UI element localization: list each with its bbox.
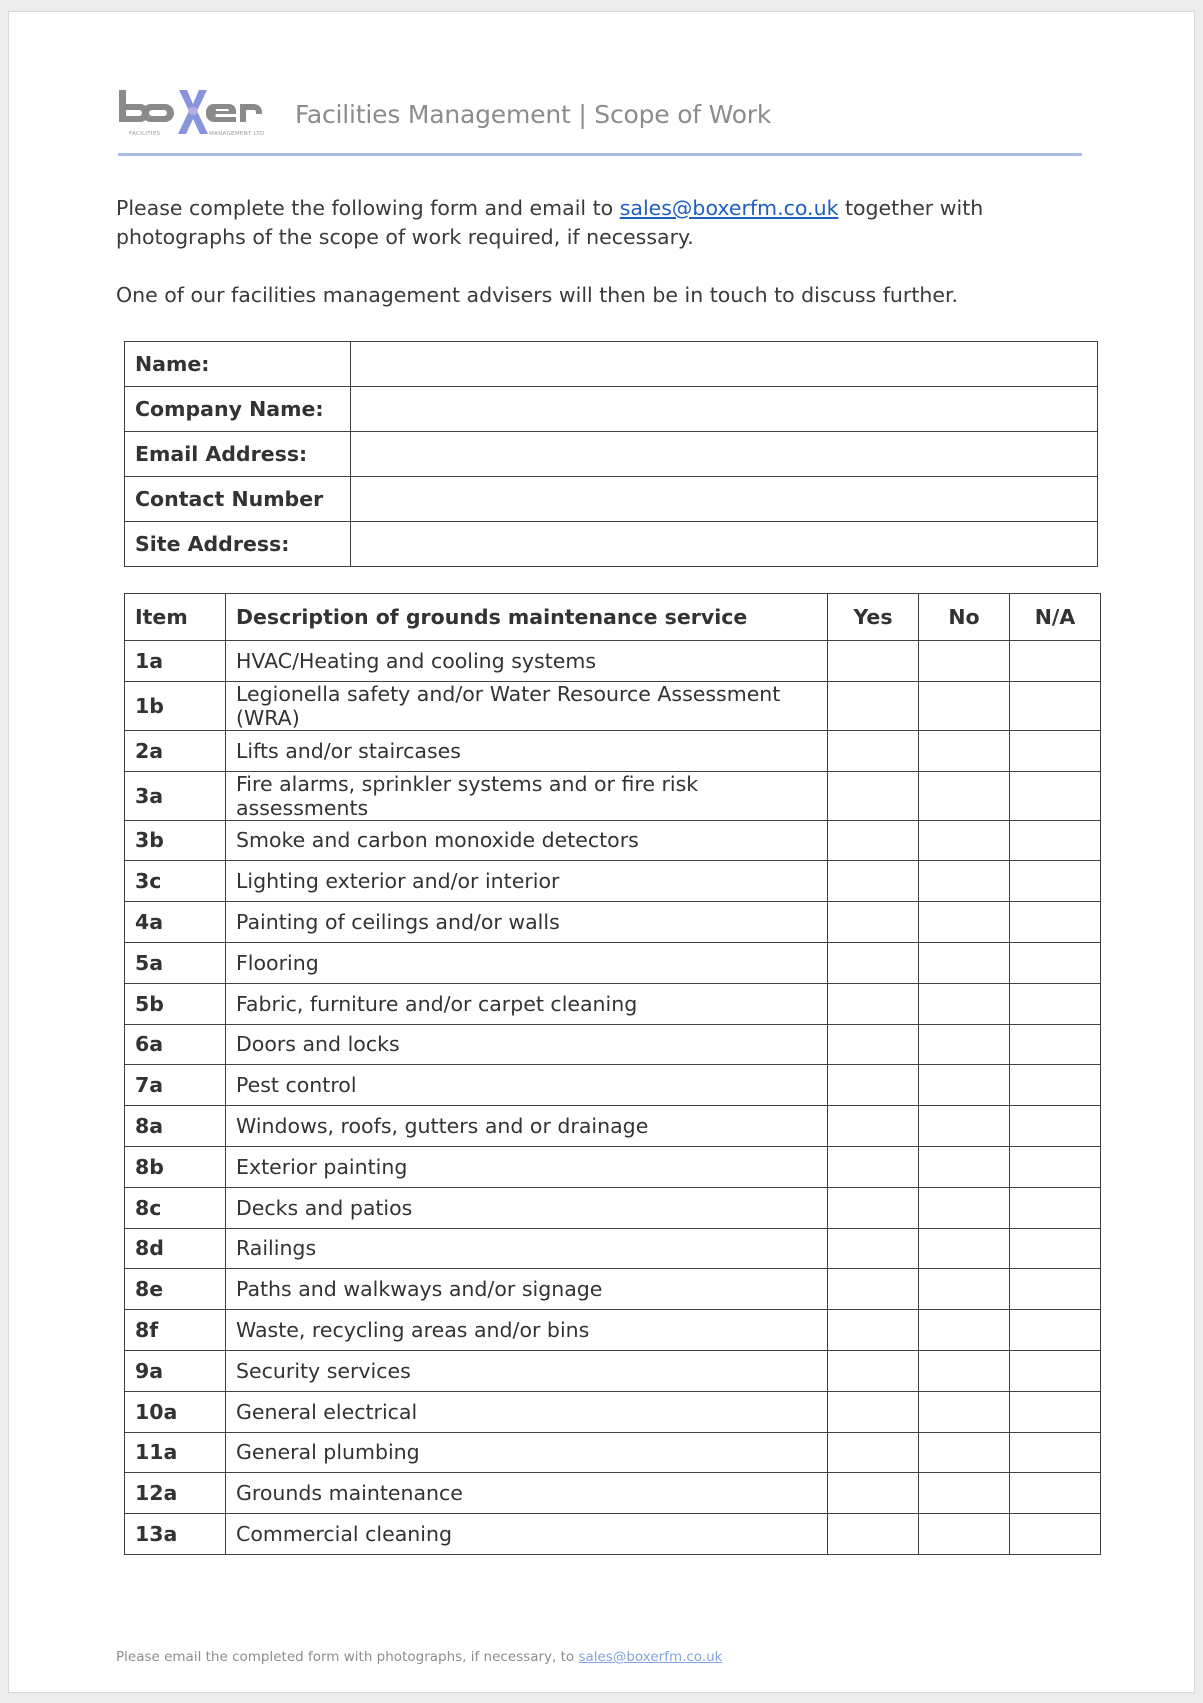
answer-cell-yes[interactable] xyxy=(828,1228,919,1269)
sales-email-link[interactable]: sales@boxerfm.co.uk xyxy=(619,196,839,220)
column-header-no: No xyxy=(919,594,1010,641)
page-footer xyxy=(116,1649,723,1665)
item-code: 11a xyxy=(125,1432,226,1473)
document-page xyxy=(8,11,1195,1693)
answer-cell-na[interactable] xyxy=(1010,942,1101,983)
page-header xyxy=(117,84,771,144)
answer-cell-yes[interactable] xyxy=(828,771,919,820)
item-code: 8d xyxy=(125,1228,226,1269)
answer-cell-yes[interactable] xyxy=(828,730,919,771)
contact-row xyxy=(125,477,1098,522)
answer-cell-no[interactable] xyxy=(919,1146,1010,1187)
service-description: Paths and walkways and/or signage xyxy=(226,1269,828,1310)
item-code: 5b xyxy=(125,983,226,1024)
answer-cell-na[interactable] xyxy=(1010,1106,1101,1147)
answer-cell-no[interactable] xyxy=(919,641,1010,682)
answer-cell-yes[interactable] xyxy=(828,641,919,682)
answer-cell-na[interactable] xyxy=(1010,1228,1101,1269)
answer-cell-no[interactable] xyxy=(919,1432,1010,1473)
service-description: Doors and locks xyxy=(226,1024,828,1065)
answer-cell-na[interactable] xyxy=(1010,1432,1101,1473)
service-description: Waste, recycling areas and/or bins xyxy=(226,1310,828,1351)
intro-text-before-email: Please complete the following form and email to xyxy=(116,196,620,220)
item-code: 9a xyxy=(125,1350,226,1391)
answer-cell-na[interactable] xyxy=(1010,1187,1101,1228)
table-row xyxy=(125,1514,1101,1555)
answer-cell-na[interactable] xyxy=(1010,1391,1101,1432)
answer-cell-na[interactable] xyxy=(1010,1065,1101,1106)
item-code: 3c xyxy=(125,861,226,902)
item-code: 3b xyxy=(125,820,226,861)
table-row xyxy=(125,771,1101,820)
answer-cell-yes[interactable] xyxy=(828,1024,919,1065)
item-code: 8a xyxy=(125,1106,226,1147)
service-description: Railings xyxy=(226,1228,828,1269)
table-row xyxy=(125,730,1101,771)
service-description: Painting of ceilings and/or walls xyxy=(226,902,828,943)
answer-cell-yes[interactable] xyxy=(828,983,919,1024)
contact-field-input[interactable] xyxy=(351,342,1098,387)
contact-field-input[interactable] xyxy=(351,522,1098,567)
service-description: General electrical xyxy=(226,1391,828,1432)
answer-cell-na[interactable] xyxy=(1010,681,1101,730)
answer-cell-no[interactable] xyxy=(919,1065,1010,1106)
service-description: Exterior painting xyxy=(226,1146,828,1187)
answer-cell-no[interactable] xyxy=(919,1106,1010,1147)
answer-cell-yes[interactable] xyxy=(828,1106,919,1147)
header-divider xyxy=(118,153,1082,156)
answer-cell-yes[interactable] xyxy=(828,902,919,943)
answer-cell-na[interactable] xyxy=(1010,1310,1101,1351)
services-table xyxy=(124,593,1101,1555)
table-row xyxy=(125,1310,1101,1351)
item-code: 6a xyxy=(125,1024,226,1065)
answer-cell-yes[interactable] xyxy=(828,1391,919,1432)
item-code: 13a xyxy=(125,1514,226,1555)
answer-cell-na[interactable] xyxy=(1010,730,1101,771)
table-row xyxy=(125,1473,1101,1514)
answer-cell-na[interactable] xyxy=(1010,861,1101,902)
answer-cell-no[interactable] xyxy=(919,820,1010,861)
intro-paragraph-1 xyxy=(116,194,1106,252)
answer-cell-na[interactable] xyxy=(1010,1269,1101,1310)
item-code: 4a xyxy=(125,902,226,943)
service-description: Fire alarms, sprinkler systems and or fire risk assessments xyxy=(226,771,828,820)
answer-cell-na[interactable] xyxy=(1010,1146,1101,1187)
service-description: Lifts and/or staircases xyxy=(226,730,828,771)
service-description: Grounds maintenance xyxy=(226,1473,828,1514)
answer-cell-yes[interactable] xyxy=(828,1310,919,1351)
answer-cell-no[interactable] xyxy=(919,681,1010,730)
answer-cell-no[interactable] xyxy=(919,730,1010,771)
logo-subtitle-right: MANAGEMENT LTD xyxy=(209,131,265,137)
item-code: 10a xyxy=(125,1391,226,1432)
table-row xyxy=(125,902,1101,943)
service-description: Commercial cleaning xyxy=(226,1514,828,1555)
contact-field-input[interactable] xyxy=(351,387,1098,432)
footer-text: Please email the completed form with photographs, if necessary, to xyxy=(116,1649,579,1665)
table-row xyxy=(125,1269,1101,1310)
answer-cell-no[interactable] xyxy=(919,1228,1010,1269)
table-row xyxy=(125,1350,1101,1391)
contact-field-label: Name: xyxy=(125,342,351,387)
answer-cell-yes[interactable] xyxy=(828,1350,919,1391)
intro-text xyxy=(116,194,1106,310)
intro-paragraph-2: One of our facilities management advisers will then be in touch to discuss further. xyxy=(116,283,959,307)
answer-cell-no[interactable] xyxy=(919,1187,1010,1228)
answer-cell-na[interactable] xyxy=(1010,1473,1101,1514)
answer-cell-na[interactable] xyxy=(1010,1514,1101,1555)
contact-field-label: Email Address: xyxy=(125,432,351,477)
item-code: 3a xyxy=(125,771,226,820)
answer-cell-no[interactable] xyxy=(919,1473,1010,1514)
item-code: 8f xyxy=(125,1310,226,1351)
contact-field-label: Company Name: xyxy=(125,387,351,432)
service-description: Decks and patios xyxy=(226,1187,828,1228)
item-code: 2a xyxy=(125,730,226,771)
services-header-row xyxy=(125,594,1101,641)
answer-cell-yes[interactable] xyxy=(828,1146,919,1187)
table-row xyxy=(125,1065,1101,1106)
item-code: 12a xyxy=(125,1473,226,1514)
table-row xyxy=(125,681,1101,730)
table-row xyxy=(125,1432,1101,1473)
answer-cell-na[interactable] xyxy=(1010,902,1101,943)
answer-cell-na[interactable] xyxy=(1010,983,1101,1024)
service-description: Smoke and carbon monoxide detectors xyxy=(226,820,828,861)
logo-subtitle-left: FACILITIES xyxy=(129,131,161,137)
boxer-logo xyxy=(117,84,277,144)
answer-cell-no[interactable] xyxy=(919,983,1010,1024)
table-row xyxy=(125,1146,1101,1187)
contact-row xyxy=(125,342,1098,387)
answer-cell-yes[interactable] xyxy=(828,861,919,902)
table-row xyxy=(125,641,1101,682)
answer-cell-yes[interactable] xyxy=(828,681,919,730)
table-row xyxy=(125,983,1101,1024)
answer-cell-no[interactable] xyxy=(919,1514,1010,1555)
answer-cell-no[interactable] xyxy=(919,902,1010,943)
answer-cell-no[interactable] xyxy=(919,861,1010,902)
answer-cell-no[interactable] xyxy=(919,1024,1010,1065)
answer-cell-na[interactable] xyxy=(1010,820,1101,861)
answer-cell-no[interactable] xyxy=(919,771,1010,820)
column-header-na: N/A xyxy=(1010,594,1101,641)
table-row xyxy=(125,1228,1101,1269)
item-code: 1b xyxy=(125,681,226,730)
answer-cell-yes[interactable] xyxy=(828,1187,919,1228)
answer-cell-na[interactable] xyxy=(1010,1024,1101,1065)
service-description: Legionella safety and/or Water Resource Assessment (WRA) xyxy=(226,681,828,730)
column-header-yes: Yes xyxy=(828,594,919,641)
table-row xyxy=(125,1106,1101,1147)
contact-field-label: Contact Number xyxy=(125,477,351,522)
table-row xyxy=(125,1024,1101,1065)
answer-cell-yes[interactable] xyxy=(828,1432,919,1473)
contact-row xyxy=(125,387,1098,432)
item-code: 7a xyxy=(125,1065,226,1106)
service-description: Lighting exterior and/or interior xyxy=(226,861,828,902)
service-description: Fabric, furniture and/or carpet cleaning xyxy=(226,983,828,1024)
service-description: HVAC/Heating and cooling systems xyxy=(226,641,828,682)
item-code: 1a xyxy=(125,641,226,682)
item-code: 8c xyxy=(125,1187,226,1228)
answer-cell-yes[interactable] xyxy=(828,820,919,861)
answer-cell-na[interactable] xyxy=(1010,1350,1101,1391)
table-row xyxy=(125,861,1101,902)
answer-cell-yes[interactable] xyxy=(828,1514,919,1555)
answer-cell-na[interactable] xyxy=(1010,641,1101,682)
contact-field-input[interactable] xyxy=(351,477,1098,522)
answer-cell-yes[interactable] xyxy=(828,1269,919,1310)
contact-row xyxy=(125,432,1098,477)
answer-cell-no[interactable] xyxy=(919,1269,1010,1310)
contact-field-label: Site Address: xyxy=(125,522,351,567)
table-row xyxy=(125,1187,1101,1228)
table-row xyxy=(125,820,1101,861)
item-code: 8b xyxy=(125,1146,226,1187)
service-description: Pest control xyxy=(226,1065,828,1106)
answer-cell-no[interactable] xyxy=(919,942,1010,983)
answer-cell-yes[interactable] xyxy=(828,942,919,983)
table-row xyxy=(125,1391,1101,1432)
item-code: 8e xyxy=(125,1269,226,1310)
page-title: Facilities Management | Scope of Work xyxy=(295,99,772,129)
answer-cell-no[interactable] xyxy=(919,1310,1010,1351)
answer-cell-yes[interactable] xyxy=(828,1473,919,1514)
table-row xyxy=(125,942,1101,983)
item-code: 5a xyxy=(125,942,226,983)
intro-text-after-email: together with photographs of the scope of work required, if necessary. xyxy=(116,196,984,249)
contact-field-input[interactable] xyxy=(351,432,1098,477)
answer-cell-na[interactable] xyxy=(1010,771,1101,820)
column-header-description: Description of grounds maintenance service xyxy=(226,594,828,641)
contact-row xyxy=(125,522,1098,567)
service-description: Windows, roofs, gutters and or drainage xyxy=(226,1106,828,1147)
service-description: Security services xyxy=(226,1350,828,1391)
service-description: Flooring xyxy=(226,942,828,983)
service-description: General plumbing xyxy=(226,1432,828,1473)
footer-email-link[interactable]: sales@boxerfm.co.uk xyxy=(578,1649,723,1665)
answer-cell-no[interactable] xyxy=(919,1350,1010,1391)
answer-cell-yes[interactable] xyxy=(828,1065,919,1106)
column-header-item: Item xyxy=(125,594,226,641)
answer-cell-no[interactable] xyxy=(919,1391,1010,1432)
contact-details-table xyxy=(124,341,1098,567)
